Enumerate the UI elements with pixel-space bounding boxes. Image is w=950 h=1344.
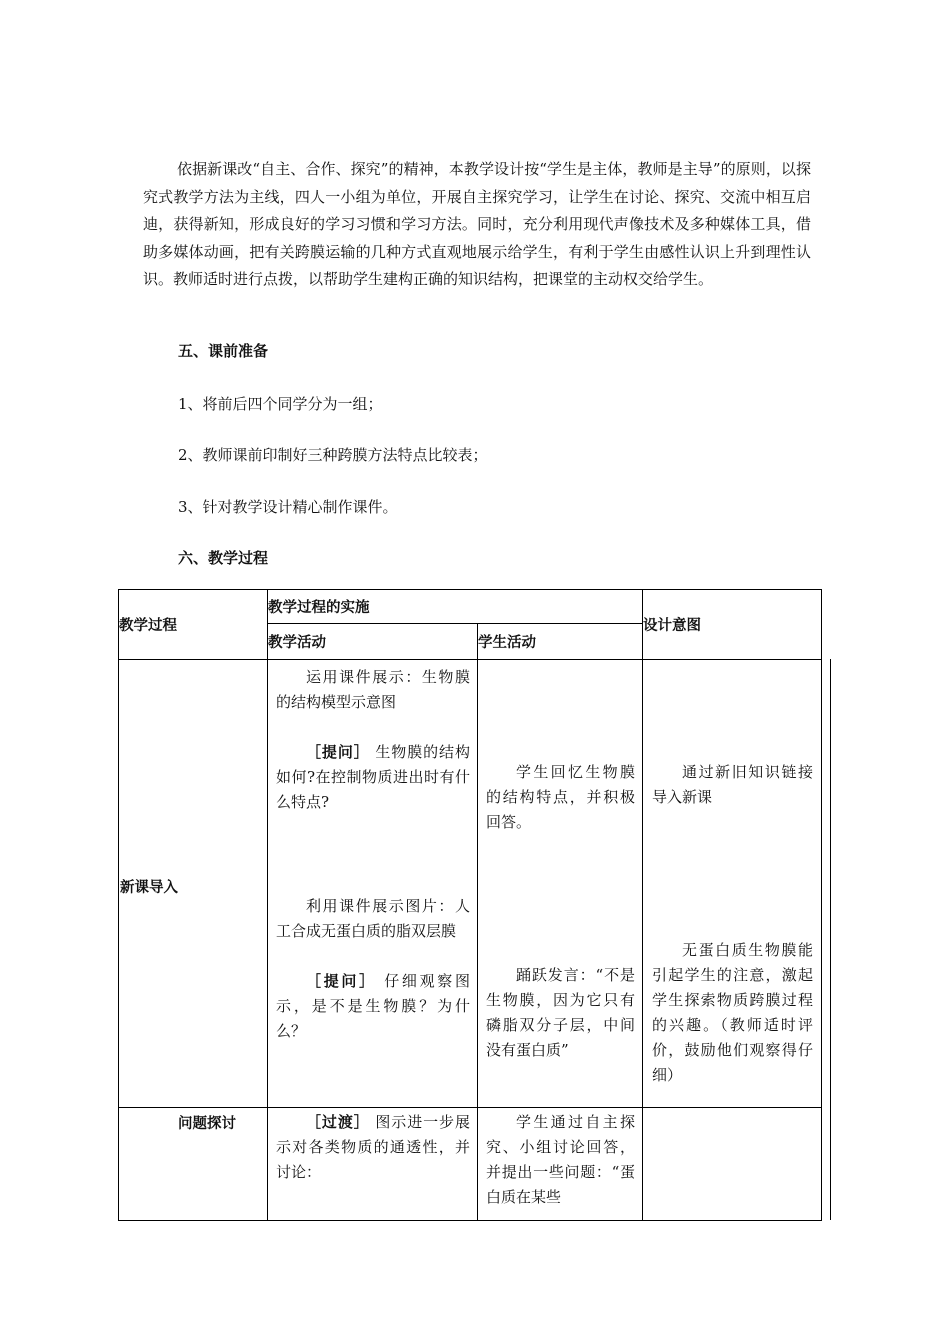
transition-body: 图示进一步展示对各类物质的通透性，并讨论： xyxy=(276,1113,470,1181)
question-body: 生物膜的结构如何?在控制物质进出时有什么特点? xyxy=(276,743,470,811)
section5-heading: 五、课前准备 xyxy=(178,342,269,360)
phase-cell-intro xyxy=(119,660,268,1108)
question-text xyxy=(276,740,470,815)
phase-cell-discussion xyxy=(119,1108,268,1221)
teacher-activity-discussion xyxy=(268,1108,478,1221)
prep-item-1: 1、将前后四个同学分为一组； xyxy=(178,395,383,413)
question-tag: ［提问］ xyxy=(306,743,370,761)
student-text: 学生通过自主探究、小组讨论回答，并提出一些问题：“蛋白质在某些 xyxy=(486,1113,635,1206)
header-process: 教学过程 xyxy=(119,590,268,660)
phase-label: 问题探讨 xyxy=(178,1116,236,1132)
student-text: 踊跃发言：“不是生物膜，因为它只有磷脂双分子层，中间没有蛋白质” xyxy=(486,966,635,1059)
student-activity-discussion xyxy=(478,1108,643,1221)
header-student-activity: 学生活动 xyxy=(478,624,643,660)
transition-tag: ［过渡］ xyxy=(306,1113,370,1131)
intro-paragraph: 依据新课改“自主、合作、探究”的精神，本教学设计按“学生是主体，教师是主导”的原则，以探究式教学方法为主线，四人一小组为单位，开展自主探究学习，让学生在讨论、探究、交流中相互启迪，获得新知，形成良好的学习习惯和学习方法。同时，充分利用现代声像技术及多种媒体工具，借助多媒体动画，把有关跨膜运输的几种方式直观地展示给学生，有利于学生由感性认识上升到理性认识。教师适时进行点拨，以帮助学生建构正确的知识结构，把课堂的主动权交给学生。 xyxy=(143,160,811,288)
teacher-activity-intro xyxy=(268,660,478,1108)
margin-line xyxy=(830,659,831,1220)
phase-label: 新课导入 xyxy=(120,880,178,896)
design-intent-intro xyxy=(643,660,822,1108)
teacher-text: 运用课件展示：生物膜的结构模型示意图 xyxy=(276,668,470,711)
prep-item-3: 3、针对教学设计精心制作课件。 xyxy=(178,498,398,516)
question-body: 仔细观察图示，是不是生物膜？为什么？ xyxy=(276,972,470,1040)
header-teacher-activity: 教学活动 xyxy=(268,624,478,660)
transition-text xyxy=(276,1110,470,1185)
header-implementation: 教学过程的实施 xyxy=(268,590,643,624)
intent-text: 无蛋白质生物膜能引起学生的注意，激起学生探索物质跨膜过程的兴趣。（教师适时评价，鼓励他们观察得仔细） xyxy=(652,941,813,1084)
student-activity-intro xyxy=(478,660,643,1108)
teacher-text: 利用课件展示图片：人工合成无蛋白质的脂双层膜 xyxy=(276,897,470,940)
design-intent-discussion xyxy=(643,1108,822,1221)
intent-text: 通过新旧知识链接导入新课 xyxy=(652,763,813,806)
section6-heading: 六、教学过程 xyxy=(178,549,269,567)
prep-item-2: 2、教师课前印制好三种跨膜方法特点比较表； xyxy=(178,446,488,464)
header-design-intent: 设计意图 xyxy=(643,590,822,660)
student-text: 学生回忆生物膜的结构特点，并积极回答。 xyxy=(486,763,635,831)
question-text xyxy=(276,969,470,1044)
teaching-process-table xyxy=(118,589,822,1221)
question-tag: ［提问］ xyxy=(306,972,377,990)
